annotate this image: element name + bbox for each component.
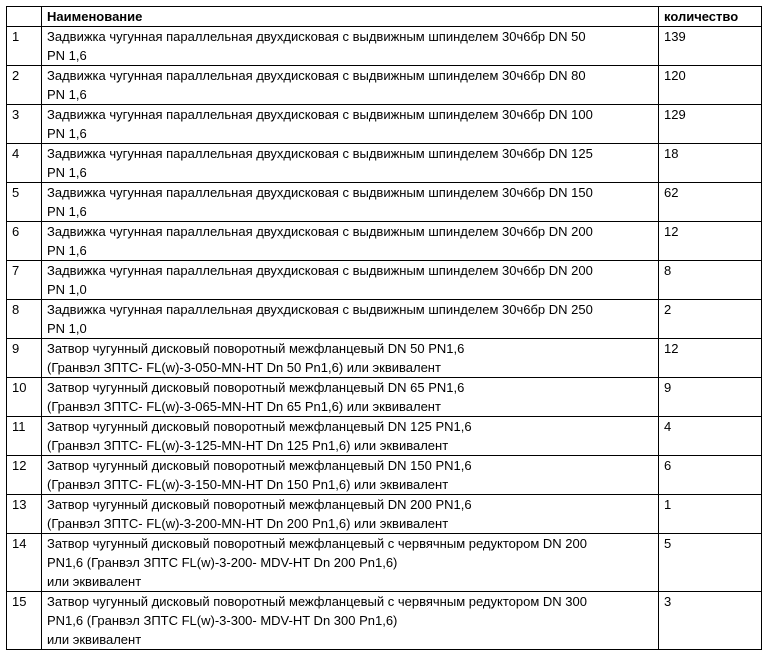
header-num <box>7 7 42 27</box>
row-num: 7 <box>7 261 42 300</box>
table-row <box>7 417 762 456</box>
table-row <box>7 378 762 417</box>
row-num: 8 <box>7 300 42 339</box>
table-row <box>7 339 762 378</box>
table-row <box>7 261 762 300</box>
row-num: 14 <box>7 534 42 592</box>
row-num: 13 <box>7 495 42 534</box>
row-name-text: Задвижка чугунная параллельная двухдисковая с выдвижным шпинделем 30ч6бр DN 250 PN 1,0 <box>47 302 593 336</box>
table-row <box>7 222 762 261</box>
row-qty: 8 <box>659 261 762 300</box>
row-name-text: Затвор чугунный дисковый поворотный межфланцевый с червячным редуктором DN 300 PN1,6 (Гранвэл ЗПТС FL(w)-3-300- MDV-HT Dn 300 Pn1,6) или эквивалент <box>47 594 587 647</box>
row-qty: 129 <box>659 105 762 144</box>
row-name <box>42 378 659 417</box>
row-name <box>42 27 659 66</box>
row-qty: 5 <box>659 534 762 592</box>
row-name <box>42 456 659 495</box>
row-num: 6 <box>7 222 42 261</box>
row-name-text: Затвор чугунный дисковый поворотный межфланцевый DN 125 PN1,6 (Гранвэл ЗПТС- FL(w)-3-125-MN-HT Dn 125 Pn1,6) или эквивалент <box>47 419 472 453</box>
row-qty: 3 <box>659 592 762 650</box>
row-name-text: Затвор чугунный дисковый поворотный межфланцевый DN 150 PN1,6 (Гранвэл ЗПТС- FL(w)-3-150-MN-HT Dn 150 Pn1,6) или эквивалент <box>47 458 472 492</box>
row-num: 5 <box>7 183 42 222</box>
row-name-text: Задвижка чугунная параллельная двухдисковая с выдвижным шпинделем 30ч6бр DN 100 PN 1,6 <box>47 107 593 141</box>
row-name <box>42 495 659 534</box>
row-name <box>42 183 659 222</box>
row-name <box>42 261 659 300</box>
row-name-text: Затвор чугунный дисковый поворотный межфланцевый DN 65 PN1,6 (Гранвэл ЗПТС- FL(w)-3-065-MN-HT Dn 65 Pn1,6) или эквивалент <box>47 380 465 414</box>
header-name: Наименование <box>42 7 659 27</box>
table-row <box>7 66 762 105</box>
row-num: 9 <box>7 339 42 378</box>
table-row <box>7 456 762 495</box>
row-num: 3 <box>7 105 42 144</box>
header-row <box>7 7 762 27</box>
header-qty: количество <box>659 7 762 27</box>
row-name <box>42 222 659 261</box>
row-qty: 139 <box>659 27 762 66</box>
row-qty: 12 <box>659 222 762 261</box>
row-name-text: Затвор чугунный дисковый поворотный межфланцевый DN 50 PN1,6 (Гранвэл ЗПТС- FL(w)-3-050-MN-HT Dn 50 Pn1,6) или эквивалент <box>47 341 465 375</box>
row-name <box>42 417 659 456</box>
row-name <box>42 144 659 183</box>
table-row <box>7 183 762 222</box>
row-name-text: Затвор чугунный дисковый поворотный межфланцевый с червячным редуктором DN 200 PN1,6 (Гранвэл ЗПТС FL(w)-3-200- MDV-HT Dn 200 Pn1,6) или эквивалент <box>47 536 587 589</box>
specification-table <box>6 6 762 650</box>
row-qty: 18 <box>659 144 762 183</box>
row-name-text: Задвижка чугунная параллельная двухдисковая с выдвижным шпинделем 30ч6бр DN 80 PN 1,6 <box>47 68 586 102</box>
row-num: 11 <box>7 417 42 456</box>
table-row <box>7 27 762 66</box>
table-row <box>7 592 762 650</box>
row-qty: 1 <box>659 495 762 534</box>
row-name-text: Задвижка чугунная параллельная двухдисковая с выдвижным шпинделем 30ч6бр DN 125 PN 1,6 <box>47 146 593 180</box>
row-num: 2 <box>7 66 42 105</box>
table-row <box>7 495 762 534</box>
row-name <box>42 300 659 339</box>
row-qty: 9 <box>659 378 762 417</box>
table-row <box>7 534 762 592</box>
row-num: 1 <box>7 27 42 66</box>
row-num: 10 <box>7 378 42 417</box>
table-row <box>7 144 762 183</box>
row-qty: 12 <box>659 339 762 378</box>
row-name <box>42 66 659 105</box>
row-name-text: Задвижка чугунная параллельная двухдисковая с выдвижным шпинделем 30ч6бр DN 200 PN 1,6 <box>47 224 593 258</box>
row-num: 4 <box>7 144 42 183</box>
row-num: 12 <box>7 456 42 495</box>
row-qty: 62 <box>659 183 762 222</box>
table-row <box>7 300 762 339</box>
row-name <box>42 592 659 650</box>
row-name-text: Задвижка чугунная параллельная двухдисковая с выдвижным шпинделем 30ч6бр DN 150 PN 1,6 <box>47 185 593 219</box>
row-name-text: Задвижка чугунная параллельная двухдисковая с выдвижным шпинделем 30ч6бр DN 50 PN 1,6 <box>47 29 586 63</box>
row-qty: 4 <box>659 417 762 456</box>
row-num: 15 <box>7 592 42 650</box>
row-name <box>42 105 659 144</box>
row-qty: 6 <box>659 456 762 495</box>
row-name <box>42 339 659 378</box>
table-row <box>7 105 762 144</box>
row-name-text: Затвор чугунный дисковый поворотный межфланцевый DN 200 PN1,6 (Гранвэл ЗПТС- FL(w)-3-200-MN-HT Dn 200 Pn1,6) или эквивалент <box>47 497 472 531</box>
row-qty: 120 <box>659 66 762 105</box>
row-name <box>42 534 659 592</box>
row-name-text: Задвижка чугунная параллельная двухдисковая с выдвижным шпинделем 30ч6бр DN 200 PN 1,0 <box>47 263 593 297</box>
row-qty: 2 <box>659 300 762 339</box>
